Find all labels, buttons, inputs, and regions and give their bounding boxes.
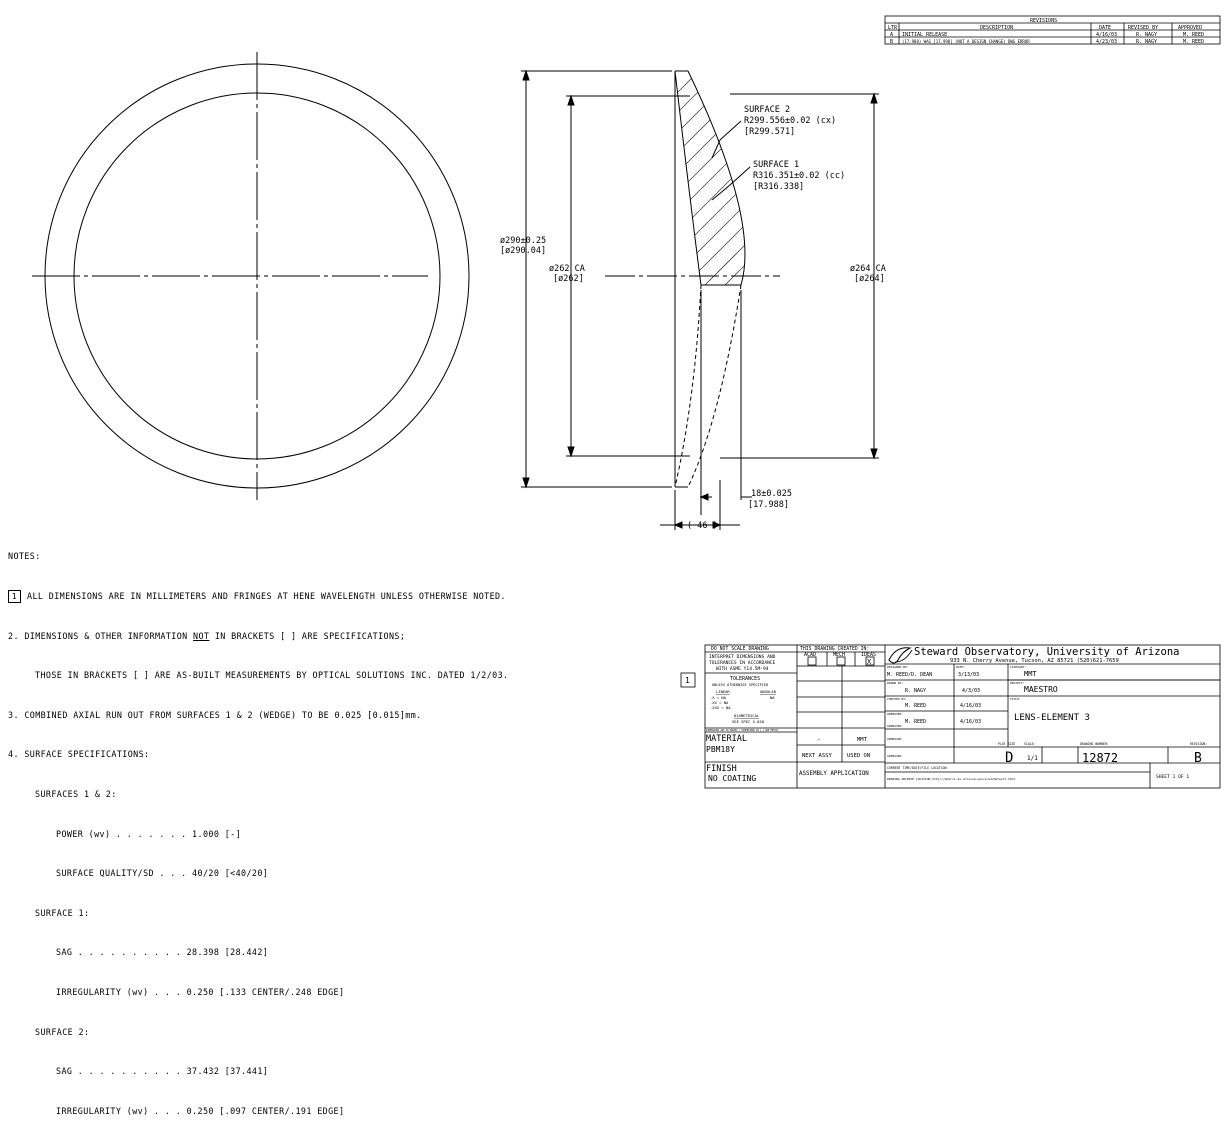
rev-row-b-ltr: B xyxy=(890,39,894,45)
designed-value: M. REED/D. DEAN xyxy=(887,672,933,678)
designed-date: 3/13/03 xyxy=(958,672,980,678)
note-2-a: 2. DIMENSIONS & OTHER INFORMATION xyxy=(8,630,194,641)
tol-x2: .XX = NA xyxy=(710,700,729,705)
rev-header-approved: APPROVED xyxy=(1178,25,1203,31)
diametrical-label: DIAMETRICAL xyxy=(734,713,760,718)
rev-header-description: DESCRIPTION xyxy=(980,25,1014,31)
scale-label: SCALE: xyxy=(1024,742,1036,746)
ideas-label: IDEAS xyxy=(861,652,877,658)
note-2 xyxy=(8,630,508,643)
drawn-date: 4/3/03 xyxy=(962,688,981,694)
tol-angular: NA xyxy=(770,695,775,700)
thickness-bracket: [17.988] xyxy=(748,500,789,510)
assembly-application: ASSEMBLY APPLICATION xyxy=(799,771,869,777)
surface-1-radius: R316.351±0.02 (cc) xyxy=(753,171,846,181)
material-value: PBM18Y xyxy=(706,745,735,754)
steward-logo xyxy=(889,648,912,663)
next-assy-value: - xyxy=(817,736,821,743)
surface-1-label: SURFACE 1 xyxy=(753,160,800,170)
note-1-flag: 1 xyxy=(8,590,21,603)
used-on-label: USED ON xyxy=(847,753,871,759)
revision-note-flag: 1 xyxy=(685,676,690,685)
approved-label-2: APPROVED xyxy=(887,724,902,728)
rev-header-revised: REVISED BY xyxy=(1128,25,1159,31)
quality-spec: SURFACE QUALITY/SD . . . 40/20 [<40/20] xyxy=(56,868,269,879)
scale-value: 1/1 xyxy=(1027,755,1038,762)
do-not-scale: DO NOT SCALE DRAWING xyxy=(711,647,769,652)
current-location-label: CURRENT TIME/DATE/FILE LOCATION xyxy=(887,766,947,770)
revision-label: REVISION: xyxy=(1190,742,1208,746)
thickness-dimension: 18±0.025 xyxy=(751,489,792,499)
surface-2-label: SURFACE 2 xyxy=(744,105,791,115)
tol-x3: .XXX = NA xyxy=(710,705,731,710)
checked-value: M. REED xyxy=(905,703,927,709)
revisions-title: REVISIONS xyxy=(1030,18,1058,24)
surface-2-heading: SURFACE 2: xyxy=(35,1026,90,1037)
plot-size-value: D xyxy=(1005,750,1014,766)
title-label: TITLE: xyxy=(1010,697,1021,701)
acad-label: ACAD xyxy=(804,652,817,658)
tol-x1: .X = NA xyxy=(710,695,727,700)
designed-label: DESIGNED BY: xyxy=(887,665,909,669)
rev-row-a-ltr: A xyxy=(890,32,894,38)
note-2-cont: THOSE IN BRACKETS [ ] ARE AS-BUILT MEASUREMENTS BY OPTICAL SOLUTIONS INC. DATED 1/2/03. xyxy=(35,670,509,681)
rev-header-date: DATE xyxy=(1099,25,1112,31)
surface-1-irregularity: IRREGULARITY (wv) . . . 0.250 [.133 CENTER/.248 EDGE] xyxy=(56,986,345,997)
title-block-text xyxy=(685,646,1207,783)
used-on-value: MMT xyxy=(857,737,867,743)
drawn-value: R. NAGY xyxy=(905,688,927,694)
surface-2-sag: SAG . . . . . . . . . . 37.432 [37.441] xyxy=(56,1066,269,1077)
edge-thickness: ( 46 ) xyxy=(687,521,718,531)
note-1 xyxy=(8,590,508,603)
rev-row-b-date: 4/23/03 xyxy=(1096,39,1118,45)
ca262-bracket: [ø262] xyxy=(553,274,584,284)
approved-label-3: APPROVED xyxy=(887,737,902,741)
material-label: MATERIAL xyxy=(706,734,747,744)
rev-row-a-revised: R. NAGY xyxy=(1136,32,1158,38)
surface-2-radius: R299.556±0.02 (cx) xyxy=(744,116,837,126)
surface-1-heading: SURFACE 1: xyxy=(35,907,90,918)
sheet-number: SHEET 1 OF 1 xyxy=(1156,775,1190,780)
surface-2-bracket: [R299.571] xyxy=(744,127,796,137)
surface-1-bracket: [R316.338] xyxy=(753,182,805,192)
rev-row-a-date: 4/16/03 xyxy=(1096,32,1118,38)
rev-header-ltr: LTR xyxy=(888,25,898,31)
ca262-dimension: ø262 CA xyxy=(549,264,585,274)
category-value: MMT xyxy=(1024,670,1037,678)
rev-row-b-approved: M. REED xyxy=(1183,39,1205,45)
dimension-texts xyxy=(500,105,886,531)
notes-heading: NOTES: xyxy=(8,551,41,562)
approved-date: 4/16/03 xyxy=(960,719,982,725)
notes-block xyxy=(8,524,508,1131)
mech-label: MECH xyxy=(833,652,846,658)
approved-label-4: APPROVED xyxy=(887,754,902,758)
created-in-label: THIS DRAWING CREATED IN: xyxy=(800,647,870,652)
interpret-line-3: WITH ASME Y14.5M-94 xyxy=(716,667,769,672)
rev-row-b-desc: (17.988) WAS [17.998] (NOT A DESIGN CHANGE) DWG ERROR xyxy=(902,39,1030,44)
checked-label: CHECKED BY: xyxy=(887,697,907,701)
ideas-check: X xyxy=(867,658,872,666)
approved-value: M. REED xyxy=(905,719,927,725)
ca264-dimension: ø264 CA xyxy=(850,264,886,274)
tolerances-sub: UNLESS OTHERWISE SPECIFIED xyxy=(712,683,769,687)
od-bracket: [ø290.04] xyxy=(500,246,547,256)
archive-location: DRAWING ARCHIVE LOCATION http://mmtrc1.as.arizona.edu/scad/Default.html xyxy=(887,777,1016,781)
surface-1-sag: SAG . . . . . . . . . . 28.398 [28.442] xyxy=(56,947,269,958)
note-2-not: NOT xyxy=(193,630,210,641)
rev-row-a-desc: INITIAL RELEASE xyxy=(902,32,948,38)
angular-label: ANGULAR xyxy=(760,689,777,694)
organization-name: Steward Observatory, University of Arizona xyxy=(914,646,1180,658)
section-hatch xyxy=(660,50,800,290)
project-label: PROJECT: xyxy=(1010,681,1025,685)
surfaces-1-2-heading: SURFACES 1 & 2: xyxy=(35,788,117,799)
surface-2-irregularity: IRREGULARITY (wv) . . . 0.250 [.097 CENTER/.191 EDGE] xyxy=(56,1105,345,1116)
rev-row-b-revised: R. NAGY xyxy=(1136,39,1158,45)
tolerances-title: TOLERANCES xyxy=(730,676,761,682)
drawn-label: DRAWN BY: xyxy=(887,681,904,685)
date-label: DATE: xyxy=(956,665,966,669)
category-label: CATEGORY: xyxy=(1010,665,1027,669)
interpret-line-2: TOLERANCES IN ACCORDANCE xyxy=(709,661,776,666)
finish-label: FINISH xyxy=(706,764,737,774)
note-4: 4. SURFACE SPECIFICATIONS: xyxy=(8,749,150,760)
note-2-b: IN BRACKETS [ ] ARE SPECIFICATIONS; xyxy=(209,630,406,641)
drawing-number-label: DRAWING NUMBER: xyxy=(1080,742,1109,746)
approved-label-1: APPROVED xyxy=(887,712,902,716)
note-3: 3. COMBINED AXIAL RUN OUT FROM SURFACES 1 & 2 (WEDGE) TO BE 0.025 [0.015]mm. xyxy=(8,709,422,720)
plot-size-label: PLOT SIZE xyxy=(998,742,1016,746)
od-dimension: ø290±0.25 xyxy=(500,236,547,246)
front-view xyxy=(32,52,469,500)
project-value: MAESTRO xyxy=(1024,685,1058,694)
drawing-number: 12872 xyxy=(1082,751,1119,765)
ca264-bracket: [ø264] xyxy=(854,274,885,284)
next-assy-label: NEXT ASSY xyxy=(802,753,832,759)
units-note: DIMENSIONS ARE IN INCHES / DIMENSIONS IN [ ] ARE METRIC xyxy=(706,729,779,732)
revision-value: B xyxy=(1194,751,1202,766)
power-spec: POWER (wv) . . . . . . . 1.000 [-] xyxy=(56,828,242,839)
rev-row-a-approved: M. REED xyxy=(1183,32,1205,38)
organization-address: 933 N. Cherry Avenue, Tucson, AZ 85721 (520)621-7659 xyxy=(950,658,1119,664)
drawing-title: LENS-ELEMENT 3 xyxy=(1014,713,1090,723)
note-1-text: ALL DIMENSIONS ARE IN MILLIMETERS AND FRINGES AT HENE WAVELENGTH UNLESS OTHERWISE NOTED. xyxy=(27,591,506,601)
linear-label: LINEAR xyxy=(716,689,730,694)
diametrical-spec: SEE SPEC S-030 xyxy=(732,719,765,724)
checked-date: 4/16/03 xyxy=(960,703,982,709)
revisions-text xyxy=(888,18,1204,45)
interpret-line-1: INTERPRET DIMENSIONS AND xyxy=(709,655,776,660)
finish-value: NO COATING xyxy=(708,774,757,783)
